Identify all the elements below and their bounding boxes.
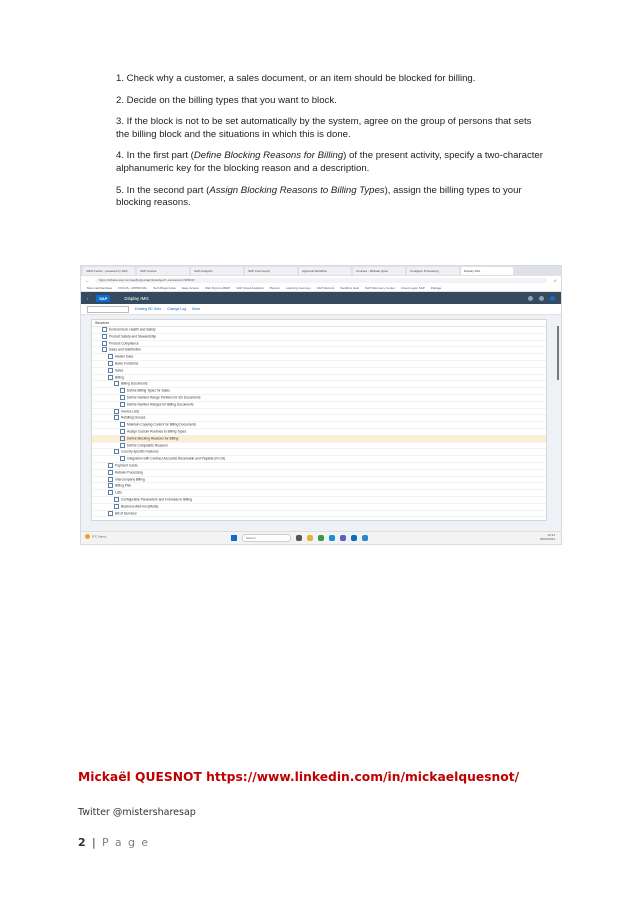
chrome-icon[interactable] bbox=[318, 535, 324, 541]
tree-row[interactable] bbox=[92, 402, 546, 409]
tree-row[interactable] bbox=[92, 504, 546, 511]
tree-row[interactable] bbox=[92, 422, 546, 429]
node-icon bbox=[120, 422, 125, 427]
node-icon bbox=[114, 497, 119, 502]
weather-widget[interactable]: 9°C Sunny bbox=[85, 534, 106, 539]
browser-tab[interactable]: SAP Course bbox=[137, 267, 189, 275]
tree-row[interactable] bbox=[92, 409, 546, 416]
tree-row-label: Lists bbox=[115, 490, 122, 495]
step-3: 3. If the block is not to be set automatically by the system, agree on the group of persons that sets the billing block and the situations in which this is done. bbox=[116, 116, 532, 140]
avatar[interactable] bbox=[550, 296, 555, 301]
tree-row[interactable] bbox=[92, 443, 546, 450]
tree-row[interactable] bbox=[92, 415, 546, 422]
node-icon bbox=[102, 347, 107, 352]
shell-title: Display IMG bbox=[124, 295, 149, 301]
bookmark[interactable]: FOCUS - APPROVAL bbox=[118, 285, 148, 290]
bookmark[interactable]: SAP Discovery Center bbox=[365, 285, 395, 290]
tree-row[interactable] bbox=[92, 470, 546, 477]
browser-tab[interactable]: SAP Analytics bbox=[191, 267, 243, 275]
node-icon bbox=[108, 490, 113, 495]
browser-tab[interactable]: Courses - Mickaël Ques bbox=[353, 267, 405, 275]
tree-row-label: Billing Documents bbox=[121, 381, 148, 386]
tree-row-label: Bill of Services bbox=[115, 510, 137, 515]
tree-row[interactable] bbox=[92, 341, 546, 348]
tree-row-label: Product Compliance bbox=[109, 340, 139, 345]
tree-row[interactable] bbox=[92, 361, 546, 368]
tree-row[interactable] bbox=[92, 429, 546, 436]
author-link[interactable]: Mickaël QUESNOT https://www.linkedin.com/in/mickaelquesnot/ bbox=[78, 770, 520, 784]
back-icon[interactable]: ‹ bbox=[87, 295, 89, 301]
node-icon bbox=[120, 395, 125, 400]
bookmarks-bar bbox=[81, 284, 561, 292]
tree-row[interactable] bbox=[92, 334, 546, 341]
node-icon bbox=[108, 511, 113, 516]
step-5-emphasis: Assign Blocking Reasons to Billing Types bbox=[209, 184, 385, 196]
app-icon[interactable] bbox=[362, 535, 368, 541]
node-icon bbox=[108, 483, 113, 488]
sap-shell-bar bbox=[81, 292, 561, 304]
taskbar-search[interactable]: Search bbox=[242, 534, 291, 542]
address-bar bbox=[81, 276, 561, 284]
page-footer bbox=[78, 836, 149, 849]
bookmark[interactable]: Cloud Logon SAP bbox=[400, 285, 425, 290]
bell-icon[interactable] bbox=[539, 296, 544, 301]
tree-row[interactable] bbox=[92, 483, 546, 490]
browser-tab[interactable]: SAP Community bbox=[245, 267, 297, 275]
bookmark[interactable]: Tech Blogs Index bbox=[153, 285, 176, 290]
tree-row[interactable] bbox=[92, 381, 546, 388]
tree-row[interactable] bbox=[92, 388, 546, 395]
twitter-handle: Twitter @mistersharesap bbox=[78, 807, 196, 818]
system-tray[interactable] bbox=[540, 534, 555, 541]
taskview-icon[interactable] bbox=[296, 535, 302, 541]
tree-row-label: Billing Plan bbox=[115, 483, 132, 488]
windows-taskbar bbox=[81, 531, 561, 544]
bookmark[interactable]: SAP Cloud Analytics bbox=[236, 285, 264, 290]
tree-row-label: Invoice Lists bbox=[121, 408, 140, 413]
footer-separator: | bbox=[91, 836, 98, 849]
tree-row[interactable] bbox=[92, 449, 546, 456]
tree-row[interactable] bbox=[92, 354, 546, 361]
tree-row-label: Integration with Contract Accounts Receivable and Payable (FI-CA) bbox=[127, 456, 226, 461]
node-icon bbox=[120, 388, 125, 393]
page-label: P a g e bbox=[101, 836, 150, 849]
edge-icon[interactable] bbox=[329, 535, 335, 541]
sap-logo: SAP bbox=[96, 295, 110, 302]
node-icon bbox=[108, 375, 113, 380]
bookmark[interactable]: Easy Access bbox=[182, 285, 200, 290]
step-2: 2. Decide on the billing types that you want to block. bbox=[116, 94, 337, 106]
back-icon[interactable]: ← bbox=[85, 277, 89, 283]
node-icon bbox=[102, 334, 107, 339]
tree-row[interactable] bbox=[92, 511, 546, 518]
bookmark[interactable]: Mes marchandises bbox=[87, 285, 113, 290]
tree-header: Structure bbox=[92, 320, 546, 327]
step-5: 5. In the second part (Assign Blocking Reasons to Billing Types), assign the billing types to your blocking reasons. bbox=[116, 184, 522, 209]
menu-select[interactable] bbox=[87, 306, 129, 313]
sun-icon bbox=[85, 534, 90, 539]
tree-row-label: Define Complaints Reasons bbox=[127, 442, 168, 447]
node-icon bbox=[120, 436, 125, 441]
node-icon bbox=[108, 470, 113, 475]
node-icon bbox=[114, 415, 119, 420]
tree-row[interactable] bbox=[92, 477, 546, 484]
browser-tab-active[interactable]: Display IMG bbox=[461, 267, 513, 275]
instruction-steps bbox=[116, 73, 546, 219]
tree-row-label: Maintain Copying Control for Billing Documents bbox=[127, 422, 197, 427]
bookmark[interactable]: Sandbox Help bbox=[340, 285, 360, 290]
bookmark[interactable]: Planner bbox=[269, 285, 280, 290]
node-icon bbox=[120, 429, 125, 434]
tree-row[interactable] bbox=[92, 368, 546, 375]
tree-row-label: Product Safety and Stewardship bbox=[109, 334, 157, 339]
tree-row-label: Assign Custom Routines to Billing Types bbox=[127, 429, 187, 434]
node-icon bbox=[108, 477, 113, 482]
step-4: 4. In the first part (Define Blocking Reasons for Billing) of the present activity, specify a two-character alphanumeric key for the blocking reason and a description. bbox=[116, 150, 543, 174]
node-icon bbox=[114, 409, 119, 414]
node-icon bbox=[114, 381, 119, 386]
bookmark[interactable]: Learning Journeys bbox=[285, 285, 311, 290]
tree-row-label: Billing bbox=[115, 374, 124, 379]
bookmark[interactable]: SAP Mentors bbox=[316, 285, 335, 290]
teams-icon[interactable] bbox=[340, 535, 346, 541]
tree-row[interactable] bbox=[92, 327, 546, 334]
tree-row-label: Define Billing Types for Sales bbox=[127, 388, 170, 393]
tree-row[interactable] bbox=[92, 347, 546, 354]
node-icon bbox=[108, 463, 113, 468]
browser-tab[interactable]: CRM Center - powered by SAP bbox=[83, 267, 135, 275]
toolbar-button[interactable]: Existing BC Sets bbox=[135, 307, 162, 311]
browser-tab[interactable]: Approval Workflow bbox=[299, 267, 351, 275]
step-4-emphasis: Define Blocking Reasons for Billing bbox=[193, 150, 344, 162]
browser-tab[interactable]: Configure Processing bbox=[407, 267, 459, 275]
page-number: 2 bbox=[78, 836, 88, 849]
search-icon[interactable] bbox=[528, 296, 533, 301]
tree-row-label: Rebate Processing bbox=[115, 470, 143, 475]
tree-row-label: Intercompany Billing bbox=[115, 476, 145, 481]
tree-row[interactable] bbox=[92, 497, 546, 504]
url-field[interactable]: https://s4hana.sap.com/sap/bc/gui/sap/its/webgui?~transaction=SPRO# bbox=[95, 278, 547, 283]
tree-row-label: Business Add-Ins (BAdIs) bbox=[121, 504, 159, 509]
sap-screenshot bbox=[80, 265, 562, 545]
tree-row-label: Sales bbox=[115, 368, 124, 373]
explorer-icon[interactable] bbox=[307, 535, 313, 541]
tree-row-label: Basic Functions bbox=[115, 361, 139, 366]
step-1: 1. Check why a customer, a sales document, or an item should be blocked for billing. bbox=[116, 73, 476, 84]
node-icon bbox=[102, 327, 107, 332]
node-icon bbox=[114, 504, 119, 509]
star-icon[interactable]: ☆ bbox=[553, 277, 557, 283]
tree-row[interactable] bbox=[92, 395, 546, 402]
tree-row-label: Sales and Distribution bbox=[109, 347, 142, 352]
tree-row-label: Country-specific Features bbox=[121, 449, 159, 454]
tree-row-label: Rebilling Groups bbox=[121, 415, 146, 420]
node-icon bbox=[108, 361, 113, 366]
node-icon bbox=[120, 456, 125, 461]
outlook-icon[interactable] bbox=[351, 535, 357, 541]
tree-row-label: Master Data bbox=[115, 354, 133, 359]
bookmark[interactable]: Web Dynpro ABAP bbox=[205, 285, 231, 290]
tree-row-label: Define Blocking Reasons for Billing bbox=[127, 436, 179, 441]
node-icon bbox=[108, 368, 113, 373]
tree-row-label: Payment Cards bbox=[115, 463, 138, 468]
node-icon bbox=[102, 341, 107, 346]
tree-row-label: Define Number Ranges for Billing Documents bbox=[127, 402, 194, 407]
img-tree bbox=[91, 319, 547, 521]
tree-row[interactable] bbox=[92, 375, 546, 382]
node-icon bbox=[108, 354, 113, 359]
tree-row[interactable] bbox=[92, 490, 546, 497]
tree-row-label: Define Number Range Prefixes for SD Documents bbox=[127, 395, 201, 400]
sap-toolbar bbox=[81, 304, 561, 315]
toolbar-button[interactable]: Change Log bbox=[167, 307, 187, 311]
clock-time: 10:14 bbox=[547, 533, 555, 537]
browser-tabs bbox=[81, 266, 561, 276]
tree-row[interactable] bbox=[92, 463, 546, 470]
scrollbar[interactable] bbox=[557, 326, 559, 380]
tree-row-label: Environment, Health and Safety bbox=[109, 327, 156, 332]
tree-row[interactable] bbox=[92, 456, 546, 463]
node-icon bbox=[120, 402, 125, 407]
node-icon bbox=[120, 443, 125, 448]
node-icon bbox=[114, 449, 119, 454]
windows-start-icon[interactable] bbox=[231, 535, 237, 541]
bookmark[interactable]: Partage bbox=[430, 285, 442, 290]
clock-date: 05/03/2024 bbox=[539, 536, 555, 541]
tree-row[interactable] bbox=[92, 436, 546, 443]
toolbar-button[interactable]: More bbox=[192, 307, 201, 311]
tree-row-label: Configurable Parameters and Formulas in Billing bbox=[121, 497, 192, 502]
